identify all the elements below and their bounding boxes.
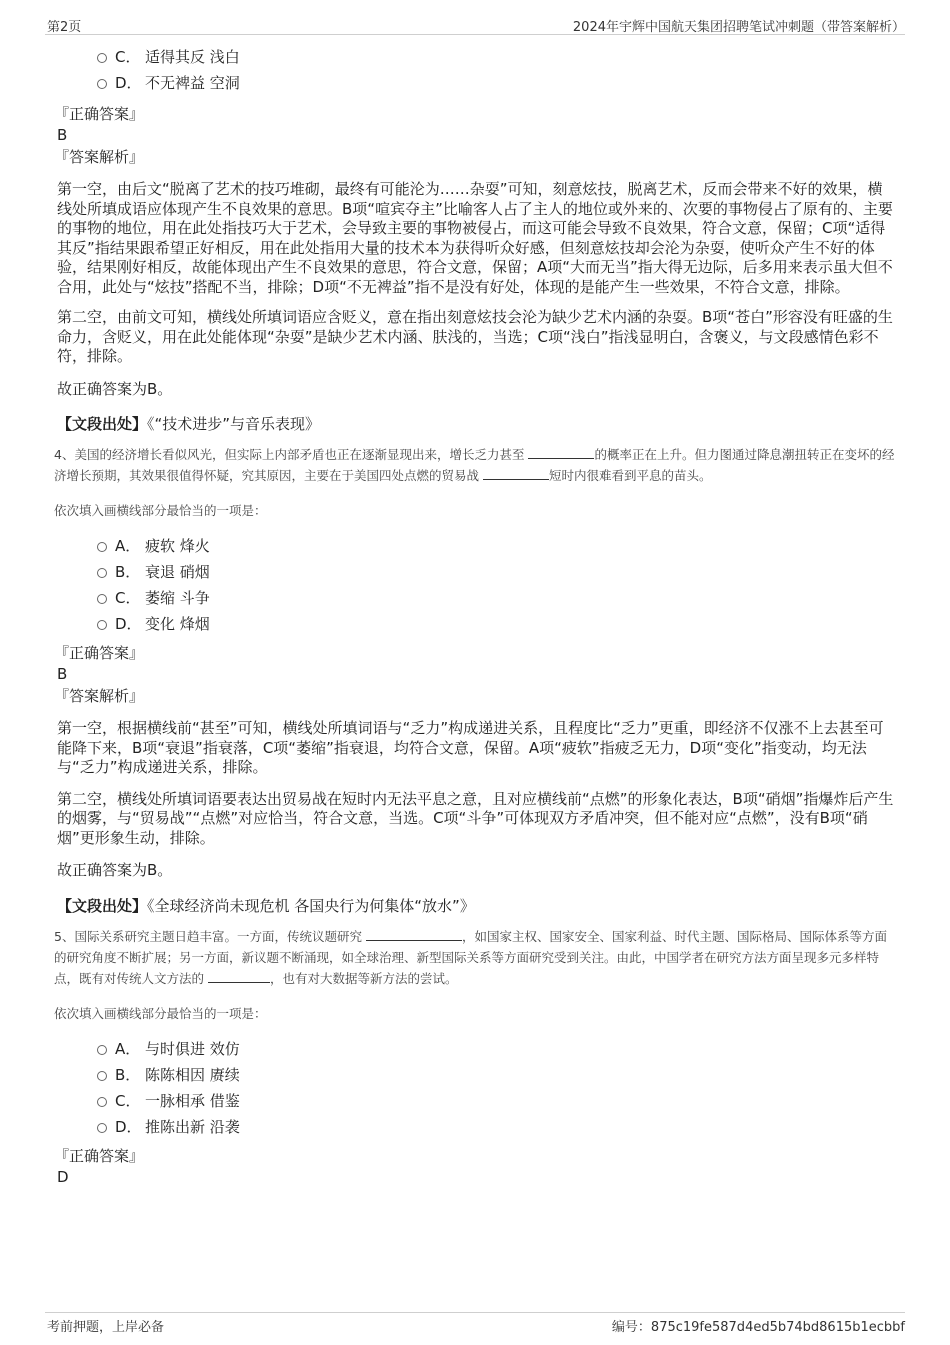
stem-text: 的概率正在上升。但力图通过降息潮扭转正在变坏的经济增长预期，其效果很值得怀疑，究其原因，主要在于美国四处点燃的贸易战 [54,447,895,483]
option-text: 推陈出新 沿袭 [145,1117,240,1136]
page-header [45,14,905,35]
source-citation [57,414,897,434]
question-3-options [57,44,897,96]
option-text: 陈陈相因 赓续 [145,1065,240,1084]
option-letter: A． [115,1039,141,1058]
radio-icon[interactable] [97,53,107,63]
question-5-options [57,1036,897,1140]
option-b[interactable] [57,1062,897,1088]
question-prompt: 依次填入画横线部分最恰当的一项是： [54,503,267,518]
radio-icon[interactable] [97,1097,107,1107]
document-title: 2024年宇辉中国航天集团招聘笔试冲刺题（带答案解析） [572,20,905,35]
analysis-paragraph: 第二空，由前文可知，横线处所填词语应含贬义，意在指出刻意炫技会沦为缺少艺术内涵的杂耍。B项“苍白”形容没有旺盛的生命力，含贬义，用在此处能体现“杂耍”是缺少艺术内涵、肤浅的，当选；C项“浅白”指浅显明白，含褒义，与文段感情色彩不符，排除。 [57,308,893,365]
option-c[interactable] [57,44,897,70]
radio-icon[interactable] [97,1045,107,1055]
analysis-paragraph: 第一空，由后文“脱离了艺术的技巧堆砌，最终有可能沦为……杂耍”可知，刻意炫技，脱离艺术，反而会带来不好的效果，横线处所填成语应体现产生不良效果的意思。B项“喧宾夺主”比喻客人占了主人的地位或外来的、次要的事物侵占了原有的、主要的事物的地位，用在此处指技巧大于艺术，会导致主要的事物被侵占，而这可能会导致不良效果，符合文意，保留；C项“适得其反”指结果跟希望正好相反，用在此处指用大量的技术本为获得听众好感，但刻意炫技却会沦为杂耍，使听众产生不好的体验，结果刚好相反，故能体现出产生不良效果的意思，符合文意，保留；A项“大而无当”指大得无边际，后多用来表示虽大但不合用，此处与“炫技”搭配不当，排除；D项“不无裨益”指不是没有好处，体现的是能产生一些效果，不符合文意，排除。 [57,180,893,296]
question-5-stem [54,926,896,989]
radio-icon[interactable] [97,594,107,604]
correct-answer-label: 『正确答案』 [54,105,145,123]
document-code [612,1316,905,1335]
stem-text: 4、美国的经济增长看似风光，但实际上内部矛盾也正在逐渐显现出来，增长乏力甚至 [54,447,529,462]
option-a[interactable] [57,1036,897,1062]
fill-blank [483,465,549,480]
analysis-paragraph: 第一空，根据横线前“甚至”可知，横线处所填词语与“乏力”构成递进关系，且程度比“乏力”更重，即经济不仅涨不上去甚至可能降下来，B项“衰退”指衰落，C项“萎缩”指衰退，均符合文意，保留。A项“疲软”指疲乏无力，D项“变化”指变动，均无法与“乏力”构成递进关系，排除。 [57,719,884,776]
stem-text: ，如国家主权、国家安全、国家利益、时代主题、国际格局、国际体系等方面的研究角度不断扩展；另一方面，新议题不断涌现，如全球治理、新型国际关系等方面研究受到关注。由此，中国学者在研究方法方面呈现多元多样特点，既有对传统人文方法的 [54,928,887,986]
analysis-conclusion: 故正确答案为B。 [57,379,173,398]
radio-icon[interactable] [97,542,107,552]
question-prompt: 依次填入画横线部分最恰当的一项是： [54,1005,267,1021]
fill-blank [366,926,462,941]
radio-icon[interactable] [97,1123,107,1133]
analysis-label: 『答案解析』 [54,148,145,166]
radio-icon[interactable] [97,1071,107,1081]
option-letter: B． [115,1065,141,1084]
stem-text: 5、国际关系研究主题日趋丰富。一方面，传统议题研究 [54,928,366,944]
option-d[interactable] [57,70,897,96]
question-4-options [57,533,897,637]
option-letter: D． [115,615,142,633]
footer-slogan: 考前押题，上岸必备 [47,1320,165,1335]
option-text: 与时俱进 效仿 [145,1039,240,1058]
stem-text: ，也有对大数据等新方法的尝试。 [269,970,458,986]
fill-blank [208,968,270,983]
question-4-stem [54,444,896,486]
option-text: 萎缩 斗争 [145,589,210,607]
option-text: 疲软 烽火 [145,537,210,555]
stem-text: 短时内很难看到平息的苗头。 [548,468,712,483]
option-a[interactable] [57,533,897,559]
option-letter: C． [115,1091,141,1110]
radio-icon[interactable] [97,79,107,89]
page-footer [45,1312,905,1335]
page-number: 第2页 [47,20,82,35]
option-text: 衰退 硝烟 [145,563,210,581]
option-letter: A． [115,537,141,555]
option-text: 不无裨益 空洞 [145,74,240,92]
option-d[interactable] [57,611,897,637]
correct-answer-label: 『正确答案』 [54,1146,145,1165]
analysis-conclusion: 故正确答案为B。 [57,861,173,879]
correct-answer: B [57,126,68,144]
page-content [54,44,897,1189]
option-text: 适得其反 浅白 [145,48,240,66]
option-letter: D． [115,1117,142,1136]
source-title: 《全球经济尚未现危机 各国央行为何集体“放水”》 [147,896,475,915]
source-label: 【文段出处】 [57,896,148,915]
option-text: 一脉相承 借鉴 [145,1091,240,1110]
code-value: 875c19fe587d4ed5b74bd8615b1ecbbf [650,1320,905,1335]
radio-icon[interactable] [97,568,107,578]
option-d[interactable] [57,1114,897,1140]
source-citation [57,896,897,916]
correct-answer: B [57,665,68,683]
option-c[interactable] [57,585,897,611]
option-letter: B． [115,563,141,581]
option-c[interactable] [57,1088,897,1114]
radio-icon[interactable] [97,620,107,630]
option-letter: C． [115,48,141,66]
analysis-label: 『答案解析』 [54,687,145,705]
option-text: 变化 烽烟 [145,615,210,633]
fill-blank [528,444,594,459]
code-label: 编号： [611,1320,651,1335]
option-letter: C． [115,589,141,607]
source-title: 《“技术进步”与音乐表现》 [147,415,321,433]
correct-answer: D [57,1167,69,1186]
option-b[interactable] [57,559,897,585]
option-letter: D． [115,74,142,92]
source-label: 【文段出处】 [57,415,148,433]
correct-answer-label: 『正确答案』 [54,644,145,662]
analysis-paragraph: 第二空，横线处所填词语要表达出贸易战在短时内无法平息之意，且对应横线前“点燃”的形象化表达，B项“硝烟”指爆炸后产生的烟雾，与“贸易战”“点燃”对应恰当，符合文意，当选。C项“斗争”可体现双方矛盾冲突，但不能对应“点燃”，没有B项“硝烟”更形象生动，排除。 [57,789,894,847]
